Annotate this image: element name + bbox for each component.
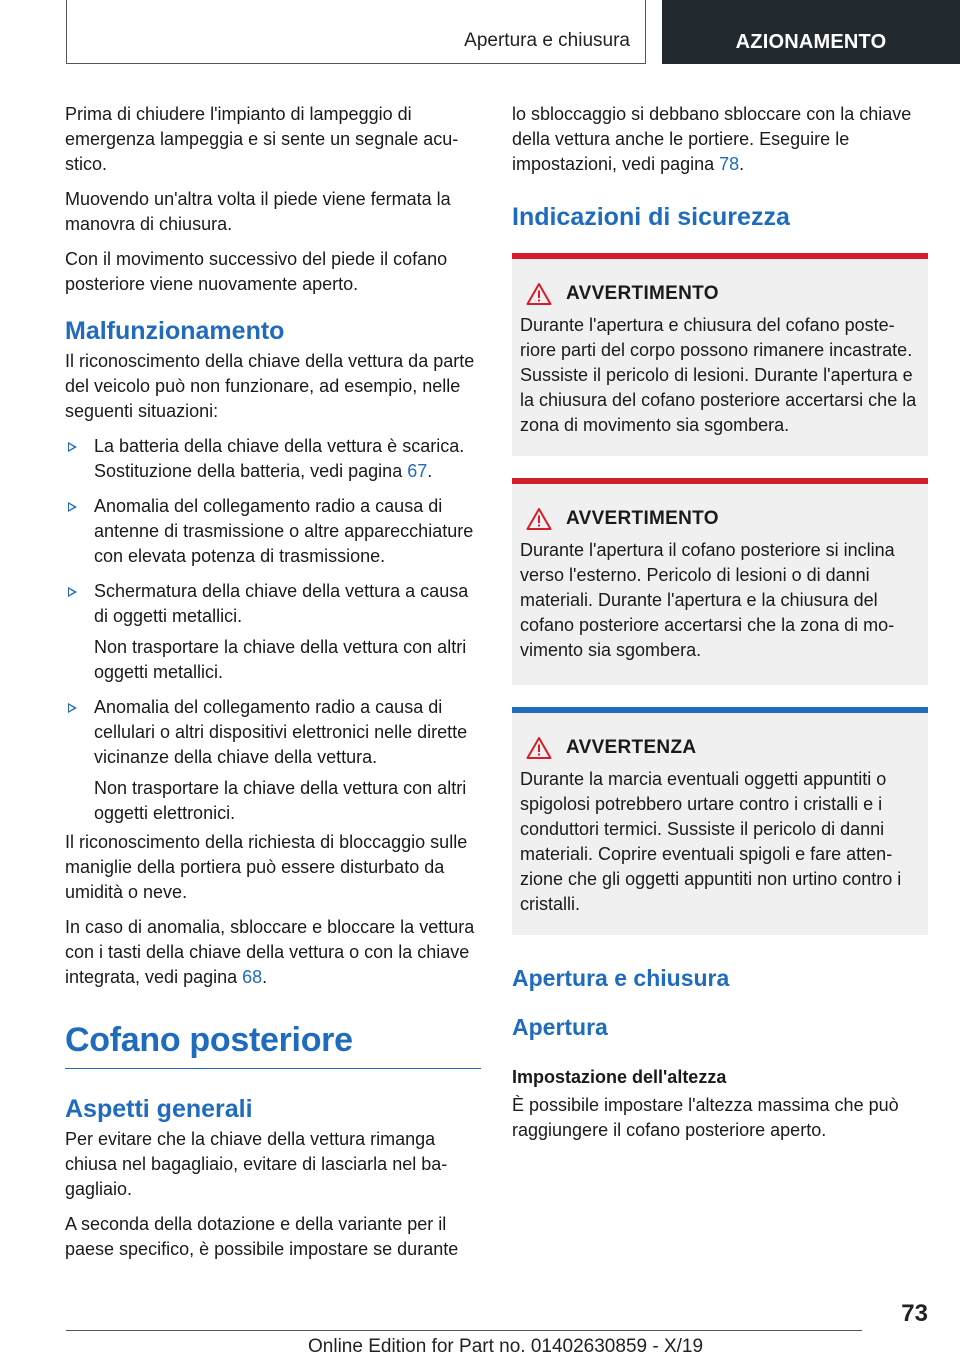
punctuation: . [739, 154, 745, 174]
heading-apertura-chiusura: Apertura e chiusura [512, 965, 730, 991]
header-chapter-tab: AZIONAMENTO [662, 0, 960, 64]
warning-text: Durante l'apertura e chiusura del cofano posteriore parti del corpo possono rimanere incastrate. Sussiste il pericolo di lesioni. Durante l'apertura e la chiusura del cofano posteriore accertarsi che la zona di movimento sia sgombera. [520, 315, 917, 435]
footer-edition: Online Edition for Part no. 01402630859 - X/19 [308, 1336, 704, 1357]
heading-cofano-posteriore: Cofano posteriore [65, 1021, 353, 1059]
right-column [512, 102, 928, 1153]
notice-title: AVVERTENZA [566, 737, 697, 758]
paragraph: Prima di chiudere l'impianto di lampeggio di emergenza lampeggia e si sente un segnale acustico. [65, 104, 459, 174]
page-link[interactable]: 78 [719, 154, 740, 174]
notice-header [520, 735, 920, 761]
punctuation: . [427, 461, 433, 481]
page-link[interactable]: 67 [407, 461, 428, 481]
heading-impostazione-altezza: Impostazione dell'altezza [512, 1067, 727, 1087]
list-item-note: Non trasportare la chiave della vettura con altri oggetti elettronici. [94, 778, 467, 823]
triangle-bullet-icon [68, 703, 77, 713]
paragraph: A seconda della dotazione e della variante per il paese specifico, è possibile impostare se durante [65, 1214, 459, 1259]
triangle-bullet-icon [68, 442, 77, 452]
paragraph: Il riconoscimento della chiave della vettura da parte del veicolo può non funzionare, ad esempio, nelle seguenti situazioni: [65, 351, 475, 421]
malfunction-list [65, 434, 481, 826]
heading-apertura: Apertura [512, 1014, 608, 1040]
heading-aspetti-generali: Aspetti generali [65, 1095, 253, 1123]
warning-box [512, 253, 928, 456]
notice-box [512, 707, 928, 935]
paragraph [65, 915, 481, 990]
paragraph [512, 102, 928, 177]
list-item [65, 579, 481, 685]
warning-text: Durante l'apertura il cofano posteriore si inclina verso l'esterno. Pericolo di lesioni o di danni materiali. Durante l'apertura e la chiusura del cofano posteriore accertarsi che la zona di movimento sia sgombera. [520, 540, 895, 660]
paragraph-text: lo sbloccaggio si debbano sbloccare con la chiave della vettura anche le portiere. Eseguire le impostazioni, vedi pagina [512, 104, 912, 174]
footer-divider [66, 1330, 862, 1331]
paragraph: Muovendo un'altra volta il piede viene fermata la manovra di chiusura. [65, 189, 451, 234]
heading-indicazioni-sicurezza: Indicazioni di sicurezza [512, 203, 790, 231]
warning-header [520, 506, 920, 532]
warning-box [512, 478, 928, 685]
chapter-heading-block [65, 1018, 481, 1069]
triangle-bullet-icon [68, 502, 77, 512]
paragraph: È possibile impostare l'altezza massima che può raggiungere il cofano posteriore aperto. [512, 1095, 899, 1140]
page-number: 73 [901, 1300, 928, 1327]
warning-triangle-icon [526, 507, 552, 531]
list-item-text: Anomalia del collegamento radio a causa di antenne di trasmissione o altre apparecchiature con elevata potenza di trasmissione. [94, 496, 474, 566]
paragraph: Con il movimento successivo del piede il cofano posteriore viene nuovamente aperto. [65, 249, 448, 294]
list-item [65, 695, 481, 826]
notice-text: Durante la marcia eventuali oggetti appuntiti o spigolosi potrebbero urtare contro i cristalli e i conduttori termici. Sussiste il pericolo di danni materiali. Coprire eventuali spigoli e fare attenzione che gli oggetti appuntiti non urtino contro i cristalli. [520, 769, 902, 914]
list-item [65, 494, 481, 569]
header-section-title: Apertura e chiusura [464, 30, 630, 51]
left-column [65, 102, 481, 1272]
warning-header [520, 281, 920, 307]
warning-title: AVVERTIMENTO [566, 283, 719, 304]
list-item-text: Schermatura della chiave della vettura a causa di oggetti metallici. [94, 581, 469, 626]
list-item-note: Non trasportare la chiave della vettura con altri oggetti metallici. [94, 637, 467, 682]
paragraph: Il riconoscimento della richiesta di bloccaggio sulle maniglie della portiera può essere disturbato da umidità o neve. [65, 832, 468, 902]
page-link[interactable]: 68 [242, 967, 263, 987]
list-item-text: Anomalia del collegamento radio a causa di cellulari o altri dispositivi elettronici nelle dirette vicinanze della chiave della vettura. [94, 697, 468, 767]
list-item-text: La batteria della chiave della vettura è scarica. Sostituzione della batteria, vedi pagina [94, 436, 465, 481]
punctuation: . [262, 967, 268, 987]
warning-triangle-icon [526, 282, 552, 306]
list-item [65, 434, 481, 484]
triangle-bullet-icon [68, 587, 77, 597]
paragraph-text: In caso di anomalia, sbloccare e bloccare la vettura con i tasti della chiave della vettura o con la chiave integrata, vedi pagina [65, 917, 475, 987]
paragraph: Per evitare che la chiave della vettura rimanga chiusa nel bagagliaio, evitare di lasciarla nel bagagliaio. [65, 1129, 448, 1199]
heading-malfunzionamento: Malfunzionamento [65, 317, 285, 345]
warning-triangle-icon [526, 736, 552, 760]
warning-title: AVVERTIMENTO [566, 508, 719, 529]
